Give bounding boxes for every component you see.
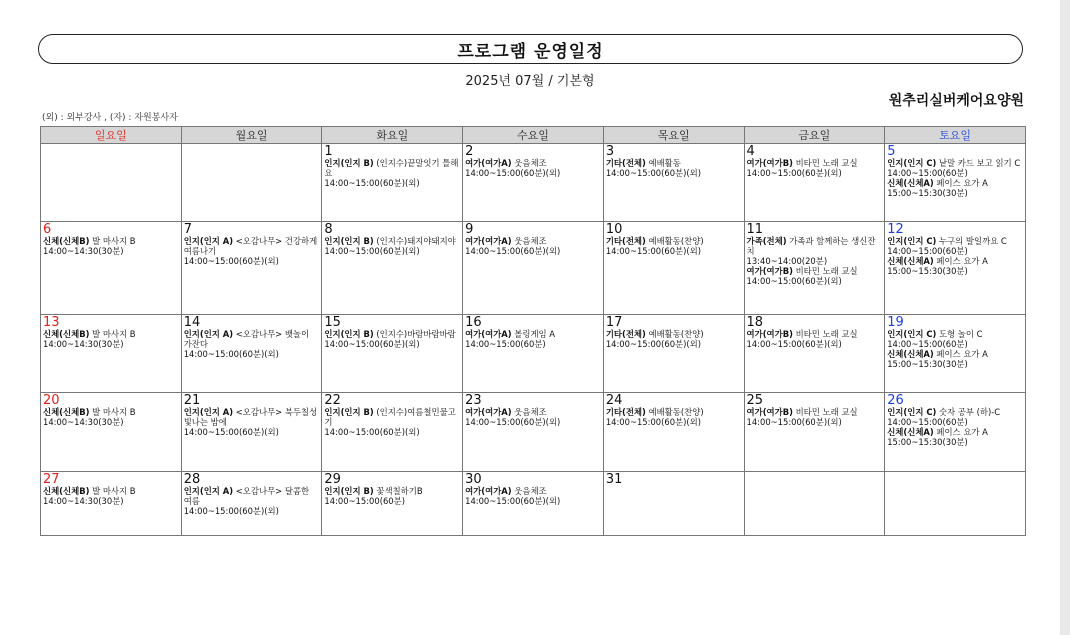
event-time: 15:00~15:30(30분) [887,266,968,277]
event-title [465,236,547,246]
calendar-day-cell [322,315,463,393]
event-title [465,407,547,417]
day-number: 11 [746,222,764,238]
event-time: 14:00~15:00(60분) [887,417,968,428]
event-title [606,407,704,417]
day-number: 15 [324,315,341,331]
event-description: 페이스 요가 A [933,178,988,188]
event-category: 인지(인지 B) [324,158,374,168]
event-title [465,158,547,168]
event-title [887,427,988,437]
event-category: 가족(전체) [746,236,787,247]
event-category: 여가(여가A) [465,329,512,340]
event-title [747,407,858,417]
event-time: 14:00~14:30(30분) [43,417,124,428]
program-event [324,236,460,256]
event-title [184,236,318,256]
event-description: 발 마사지 B [89,407,136,418]
event-category: 신체(신체A) [887,427,934,438]
program-event [887,178,1023,198]
event-description: 페이스 요가 A [933,349,988,360]
program-event [887,349,1023,369]
program-event [324,158,460,188]
program-event [184,329,320,359]
event-category: 인지(인지 A) [183,329,234,340]
program-event [43,236,179,256]
event-time: 14:00~15:00(60분)(외) [746,276,842,287]
calendar-day-cell [603,315,744,393]
calendar-day-cell [603,393,744,471]
event-title [887,329,982,339]
day-number: 20 [43,393,60,409]
event-title [747,266,858,276]
event-description: 예배활동(찬양) [645,407,704,418]
program-event [747,236,883,266]
event-time: 14:00~15:00(60분)(외) [324,178,420,188]
event-category: 기타(전체) [605,329,646,340]
event-description: 웃음체조 [511,485,547,496]
day-number: 28 [183,471,201,487]
day-number: 16 [465,315,482,331]
event-description: 페이스 요가 A [933,256,988,267]
event-title [747,158,858,168]
program-event [465,329,601,349]
calendar-day-cell [603,144,744,222]
event-title [43,329,136,339]
day-number: 13 [43,315,60,331]
calendar-day-cell [181,144,322,222]
event-category: 여가(여가B) [746,266,793,277]
program-event [887,236,1023,256]
calendar-day-cell [744,222,885,315]
event-category: 기타(전체) [605,236,646,247]
event-title [887,349,988,359]
calendar-day-cell [885,471,1026,535]
event-description: <오감나무> 건강하게 여름나기 [183,236,318,257]
event-description: (인지수)끝말잇기 틀해요 [324,158,459,178]
weekday-header: 토요일 [885,127,1026,144]
legend-note: (외) : 외부강사 , (자) : 자원봉사자 [42,113,178,123]
event-title [606,236,704,246]
program-event [887,158,1023,178]
event-title [324,486,422,496]
event-category: 인지(인지 B) [324,236,374,247]
day-number: 8 [324,222,333,238]
calendar-day-cell [181,315,322,393]
day-number: 31 [605,471,623,487]
event-title [887,407,1000,417]
program-event [887,427,1023,447]
event-category: 여가(여가B) [746,158,793,168]
program-event [465,407,601,427]
event-category: 신체(신체A) [887,256,934,267]
calendar-day-cell [744,393,885,471]
event-time: 15:00~15:30(30분) [887,359,968,370]
event-category: 신체(신체B) [43,329,90,340]
event-category: 신체(신체B) [43,407,90,418]
program-event [324,329,460,349]
event-time: 14:00~14:30(30분) [43,495,124,506]
calendar-day-cell [744,144,885,222]
event-description: 웃음체조 [511,158,547,168]
event-category: 인지(인지 A) [183,485,234,496]
event-description: 가족과 함께하는 생신잔치 [746,236,876,257]
event-category: 인지(인지 C) [887,407,937,418]
program-event [465,158,601,178]
day-number: 17 [605,315,623,331]
event-description: 숫자 공부 (하)-C [936,407,1001,418]
day-number: 1 [324,144,333,159]
event-description: 발 마사지 B [89,485,136,496]
event-time: 14:00~15:00(60분)(외) [465,417,561,428]
calendar-day-cell [181,393,322,471]
event-time: 14:00~15:00(60분)(외) [465,495,561,506]
event-description: 볼링게임 A [511,329,556,340]
event-time: 14:00~15:00(60분)(외) [746,417,842,428]
weekday-header: 금요일 [744,127,885,144]
event-description: <오감나무> 북두칠성 빛나는 밤에 [183,407,318,428]
event-title [184,407,318,427]
day-number: 27 [43,471,60,487]
calendar-day-cell [463,471,604,535]
event-description: 발 마사지 B [89,236,136,247]
program-event [43,407,179,427]
event-time: 14:00~15:00(60분)(외) [746,339,842,350]
calendar-week-row [41,222,1026,315]
event-title [747,236,876,256]
event-category: 여가(여가A) [465,407,512,418]
event-time: 14:00~15:00(60분) [465,339,546,350]
event-time: 14:00~15:00(60분)(외) [605,168,702,178]
event-description: 낱말 카드 보고 읽기 C [936,158,1021,168]
calendar-day-cell [603,471,744,535]
day-number: 18 [746,315,764,331]
day-number: 24 [605,393,623,409]
program-event [465,486,601,506]
calendar-day-cell [885,315,1026,393]
day-number: 22 [324,393,341,409]
calendar-day-cell [885,393,1026,471]
event-time: 14:00~15:00(60분)(외) [465,168,561,178]
event-description: 꽃색칠하기B [373,485,423,496]
event-time: 14:00~14:30(30분) [43,339,124,350]
calendar-day-cell [603,222,744,315]
program-event [606,407,742,427]
event-category: 인지(인지 B) [324,485,374,496]
program-event [184,407,320,437]
event-description: 비타민 노래 교실 [792,266,858,277]
event-description: 비타민 노래 교실 [792,329,858,340]
event-title [887,158,1020,168]
day-number: 30 [465,471,482,487]
calendar-day-cell [322,471,463,535]
calendar-day-cell [181,471,322,535]
calendar-day-cell [181,222,322,315]
event-time: 14:00~15:00(60분) [887,339,968,350]
page-title: 프로그램 운영일정 [457,41,604,62]
event-title [887,256,988,266]
event-category: 여가(여가A) [465,485,512,496]
event-description: 발 마사지 B [89,329,136,340]
event-description: 비타민 노래 교실 [792,407,858,418]
weekday-header: 화요일 [322,127,463,144]
program-event [747,158,883,178]
program-event [887,407,1023,427]
calendar-day-cell [41,222,182,315]
program-event [747,266,883,286]
calendar-day-cell [463,222,604,315]
event-category: 여가(여가A) [465,236,512,247]
event-time: 14:00~15:00(60분)(외) [183,505,279,516]
calendar-week-row [41,315,1026,393]
event-time: 14:00~15:00(60분)(외) [324,339,420,350]
event-category: 인지(인지 C) [887,158,937,168]
event-title [324,329,455,339]
event-title [324,158,458,178]
calendar-day-cell [744,471,885,535]
event-description: <오감나무> 달콤한 여름 [183,485,310,506]
program-event [887,329,1023,349]
day-number: 3 [605,144,615,159]
weekday-header-row [41,127,1026,144]
calendar-day-cell [322,222,463,315]
day-number: 9 [465,222,474,238]
event-time: 14:00~15:00(60분)(외) [183,256,279,267]
event-category: 여가(여가A) [465,158,512,168]
event-time: 14:00~15:00(60분)(외) [605,417,702,428]
event-title [887,178,988,188]
event-category: 인지(인지 B) [324,329,374,340]
event-title [606,329,704,339]
program-event [43,486,179,506]
event-time: 14:00~15:00(60분)(외) [183,349,279,360]
event-time: 14:00~15:00(60분)(외) [183,427,279,438]
event-title [324,236,455,246]
event-title [43,236,136,246]
event-category: 신체(신체B) [43,236,90,247]
event-description: (인지수)여름철민물고기 [324,407,456,428]
day-number: 4 [746,144,755,159]
calendar-day-cell [463,144,604,222]
day-number: 23 [465,393,482,409]
event-time: 14:00~14:30(30분) [43,246,124,257]
event-category: 신체(신체A) [887,349,934,360]
calendar-day-cell [885,144,1026,222]
event-time: 14:00~15:00(60분)(외) [324,246,420,257]
day-number: 25 [746,393,764,409]
vertical-scrollbar[interactable] [1060,0,1070,635]
day-number: 7 [183,222,192,238]
event-time: 15:00~15:30(30분) [887,437,968,448]
event-title [887,236,1007,246]
weekday-header: 월요일 [181,127,322,144]
event-title [465,329,555,339]
event-time: 15:00~15:30(30분) [887,188,968,198]
calendar-week-row [41,393,1026,471]
day-number: 29 [324,471,341,487]
event-description: 웃음체조 [511,236,547,247]
day-number: 6 [43,222,52,238]
calendar-day-cell [885,222,1026,315]
day-number: 10 [605,222,623,238]
program-event [747,329,883,349]
weekday-header: 일요일 [41,127,182,144]
calendar-day-cell [463,393,604,471]
event-title [43,486,136,496]
weekday-header: 목요일 [603,127,744,144]
event-description: (인지수)바람바람바람 [373,329,456,340]
page-subtitle: 2025년 07월 / 기본형 [465,74,595,89]
calendar-day-cell [322,393,463,471]
event-category: 기타(전체) [605,158,646,168]
calendar-table [40,126,1026,536]
event-description: 예배활동(찬양) [645,329,704,340]
calendar-day-cell [744,315,885,393]
event-description: 비타민 노래 교실 [792,158,858,168]
event-category: 신체(신체B) [43,485,90,496]
day-number: 14 [183,315,201,331]
calendar-day-cell [41,315,182,393]
organization-name: 원추리실버케어요양원 [888,93,1024,109]
day-number: 12 [887,222,904,238]
event-description: 누구의 발일까요 C [936,236,1007,247]
event-category: 인지(인지 C) [887,329,937,340]
event-category: 인지(인지 B) [324,407,374,418]
weekday-header: 수요일 [463,127,604,144]
event-category: 인지(인지 A) [183,407,234,418]
event-time: 14:00~15:00(60분) [887,246,968,257]
program-event [465,236,601,256]
event-description: 예배활동(찬양) [645,236,704,247]
event-title [43,407,136,417]
title-box [38,34,1023,64]
day-number: 5 [887,144,896,159]
program-event [324,486,460,506]
calendar-day-cell [322,144,463,222]
event-title [184,486,309,506]
program-event [887,256,1023,276]
calendar-day-cell [463,315,604,393]
event-description: 도형 놀이 C [936,329,983,340]
day-number: 19 [887,315,904,331]
program-event [606,329,742,349]
event-time: 14:00~15:00(60분) [324,495,405,506]
event-time: 14:00~15:00(60분) [887,168,968,178]
event-title [324,407,455,427]
day-number: 2 [465,144,474,159]
event-description: 예배활동 [645,158,681,168]
calendar-week-row [41,144,1026,222]
program-event [184,486,320,516]
calendar-day-cell [41,471,182,535]
event-title [184,329,309,349]
event-time: 13:40~14:00(20분) [746,256,828,267]
event-description: <오감나무> 뱃놀이 가잔다 [183,329,310,350]
event-category: 신체(신체A) [887,178,934,188]
event-time: 14:00~15:00(60분)(외) [746,168,842,178]
program-event [324,407,460,437]
event-time: 14:00~15:00(60분)(외) [324,427,420,438]
program-event [606,236,742,256]
program-event [606,158,742,178]
event-description: (인지수)돼지야돼지야 [373,236,456,247]
event-description: 웃음체조 [511,407,547,418]
event-category: 여가(여가B) [746,329,793,340]
calendar-day-cell [41,393,182,471]
event-category: 기타(전체) [605,407,646,418]
calendar-day-cell [41,144,182,222]
event-title [465,486,547,496]
day-number: 21 [183,393,201,409]
calendar-week-row [41,471,1026,535]
event-category: 인지(인지 A) [183,236,234,247]
program-event [43,329,179,349]
program-event [747,407,883,427]
event-category: 여가(여가B) [746,407,793,418]
event-time: 14:00~15:00(60분)(외) [605,246,702,257]
event-description: 페이스 요가 A [933,427,988,438]
event-category: 인지(인지 C) [887,236,937,247]
event-time: 14:00~15:00(60분)(외) [605,339,702,350]
calendar-body [41,144,1026,536]
program-event [184,236,320,266]
day-number: 26 [887,393,904,409]
event-title [606,158,681,168]
event-title [747,329,858,339]
event-time: 14:00~15:00(60분)(외) [465,246,561,257]
